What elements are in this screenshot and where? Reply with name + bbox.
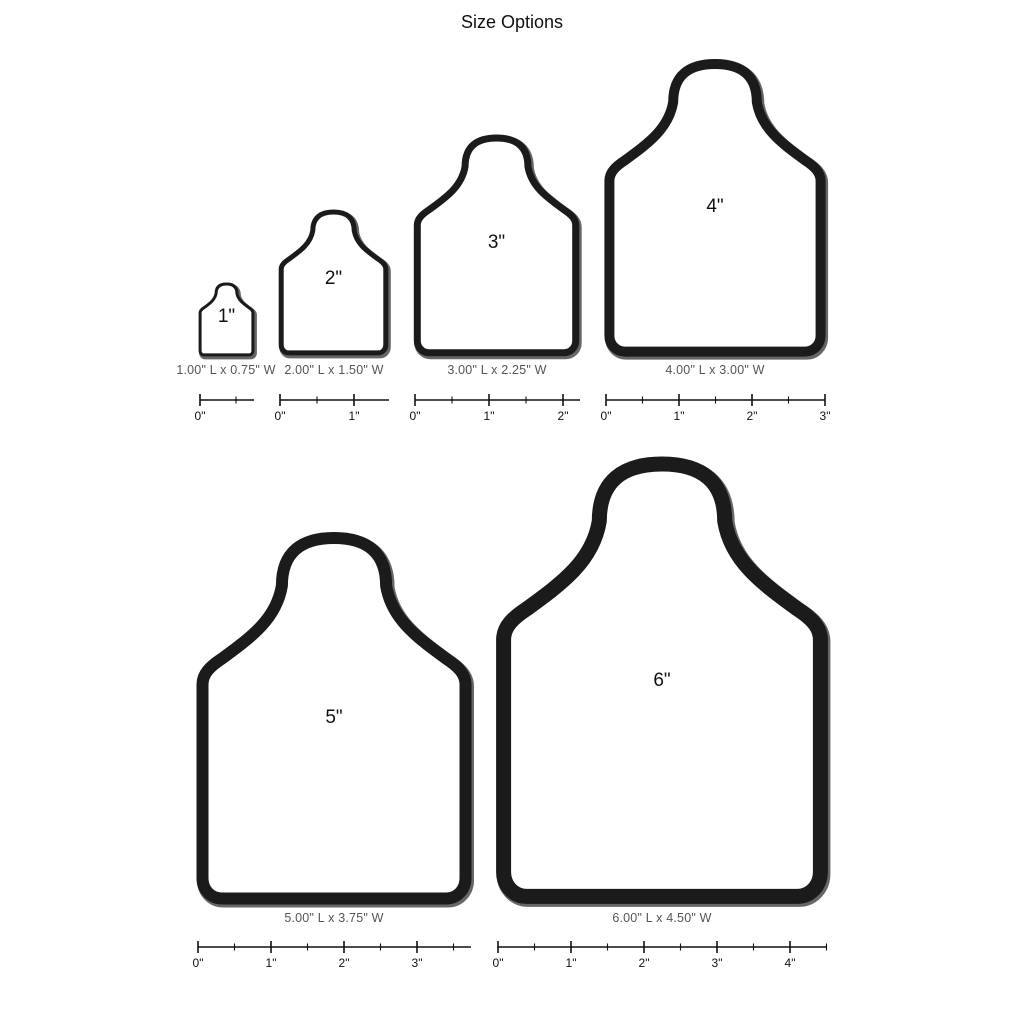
tag-group bbox=[176, 284, 275, 423]
ruler-tick-label: 3" bbox=[411, 956, 423, 970]
tag-dimensions: 1.00" L x 0.75" W bbox=[176, 363, 276, 377]
tag-group bbox=[275, 212, 389, 423]
tag-size-label: 2" bbox=[324, 268, 343, 289]
ruler bbox=[195, 394, 254, 423]
ruler-tick-label: 0" bbox=[492, 956, 504, 970]
tag-dimensions: 4.00" L x 3.00" W bbox=[665, 363, 765, 377]
diagram-title: Size Options bbox=[460, 12, 564, 32]
tag-group bbox=[410, 138, 580, 423]
ruler-tick-label: 2" bbox=[338, 956, 350, 970]
ruler-tick-label: 1" bbox=[348, 409, 360, 423]
ruler-tick-label: 2" bbox=[746, 409, 758, 423]
tag-dimensions: 3.00" L x 2.25" W bbox=[447, 363, 547, 377]
ruler-tick-label: 1" bbox=[483, 409, 495, 423]
ruler bbox=[601, 394, 831, 423]
tag-group bbox=[193, 538, 471, 970]
ruler-tick-label: 3" bbox=[819, 409, 831, 423]
ruler-tick-label: 2" bbox=[638, 956, 650, 970]
ruler-tick-label: 1" bbox=[673, 409, 685, 423]
ruler bbox=[275, 394, 389, 423]
tag-dimensions: 2.00" L x 1.50" W bbox=[284, 363, 384, 377]
ruler-tick-label: 0" bbox=[194, 409, 206, 423]
ruler-tick-label: 1" bbox=[565, 956, 577, 970]
ruler-tick-label: 4" bbox=[784, 956, 796, 970]
ruler-tick-label: 0" bbox=[409, 409, 421, 423]
tag-size-label: 6" bbox=[653, 670, 671, 691]
tag-size-label: 1" bbox=[217, 306, 236, 327]
tags-layer bbox=[176, 64, 830, 970]
ruler-tick-label: 3" bbox=[711, 956, 723, 970]
tag-size-label: 3" bbox=[487, 232, 506, 253]
ruler-tick-label: 0" bbox=[192, 956, 204, 970]
ruler bbox=[193, 941, 471, 970]
ruler-tick-label: 0" bbox=[600, 409, 612, 423]
tag-dimensions: 6.00" L x 4.50" W bbox=[612, 911, 712, 925]
tag-group bbox=[601, 64, 831, 423]
tag-dimensions: 5.00" L x 3.75" W bbox=[284, 911, 384, 925]
ruler-tick-label: 0" bbox=[274, 409, 286, 423]
tag-size-label: 5" bbox=[325, 707, 343, 728]
ruler-tick-label: 1" bbox=[265, 956, 277, 970]
tag-size-label: 4" bbox=[706, 196, 724, 217]
ruler bbox=[410, 394, 580, 423]
ruler bbox=[493, 941, 827, 970]
tag-group bbox=[493, 464, 827, 970]
ruler-tick-label: 2" bbox=[557, 409, 569, 423]
